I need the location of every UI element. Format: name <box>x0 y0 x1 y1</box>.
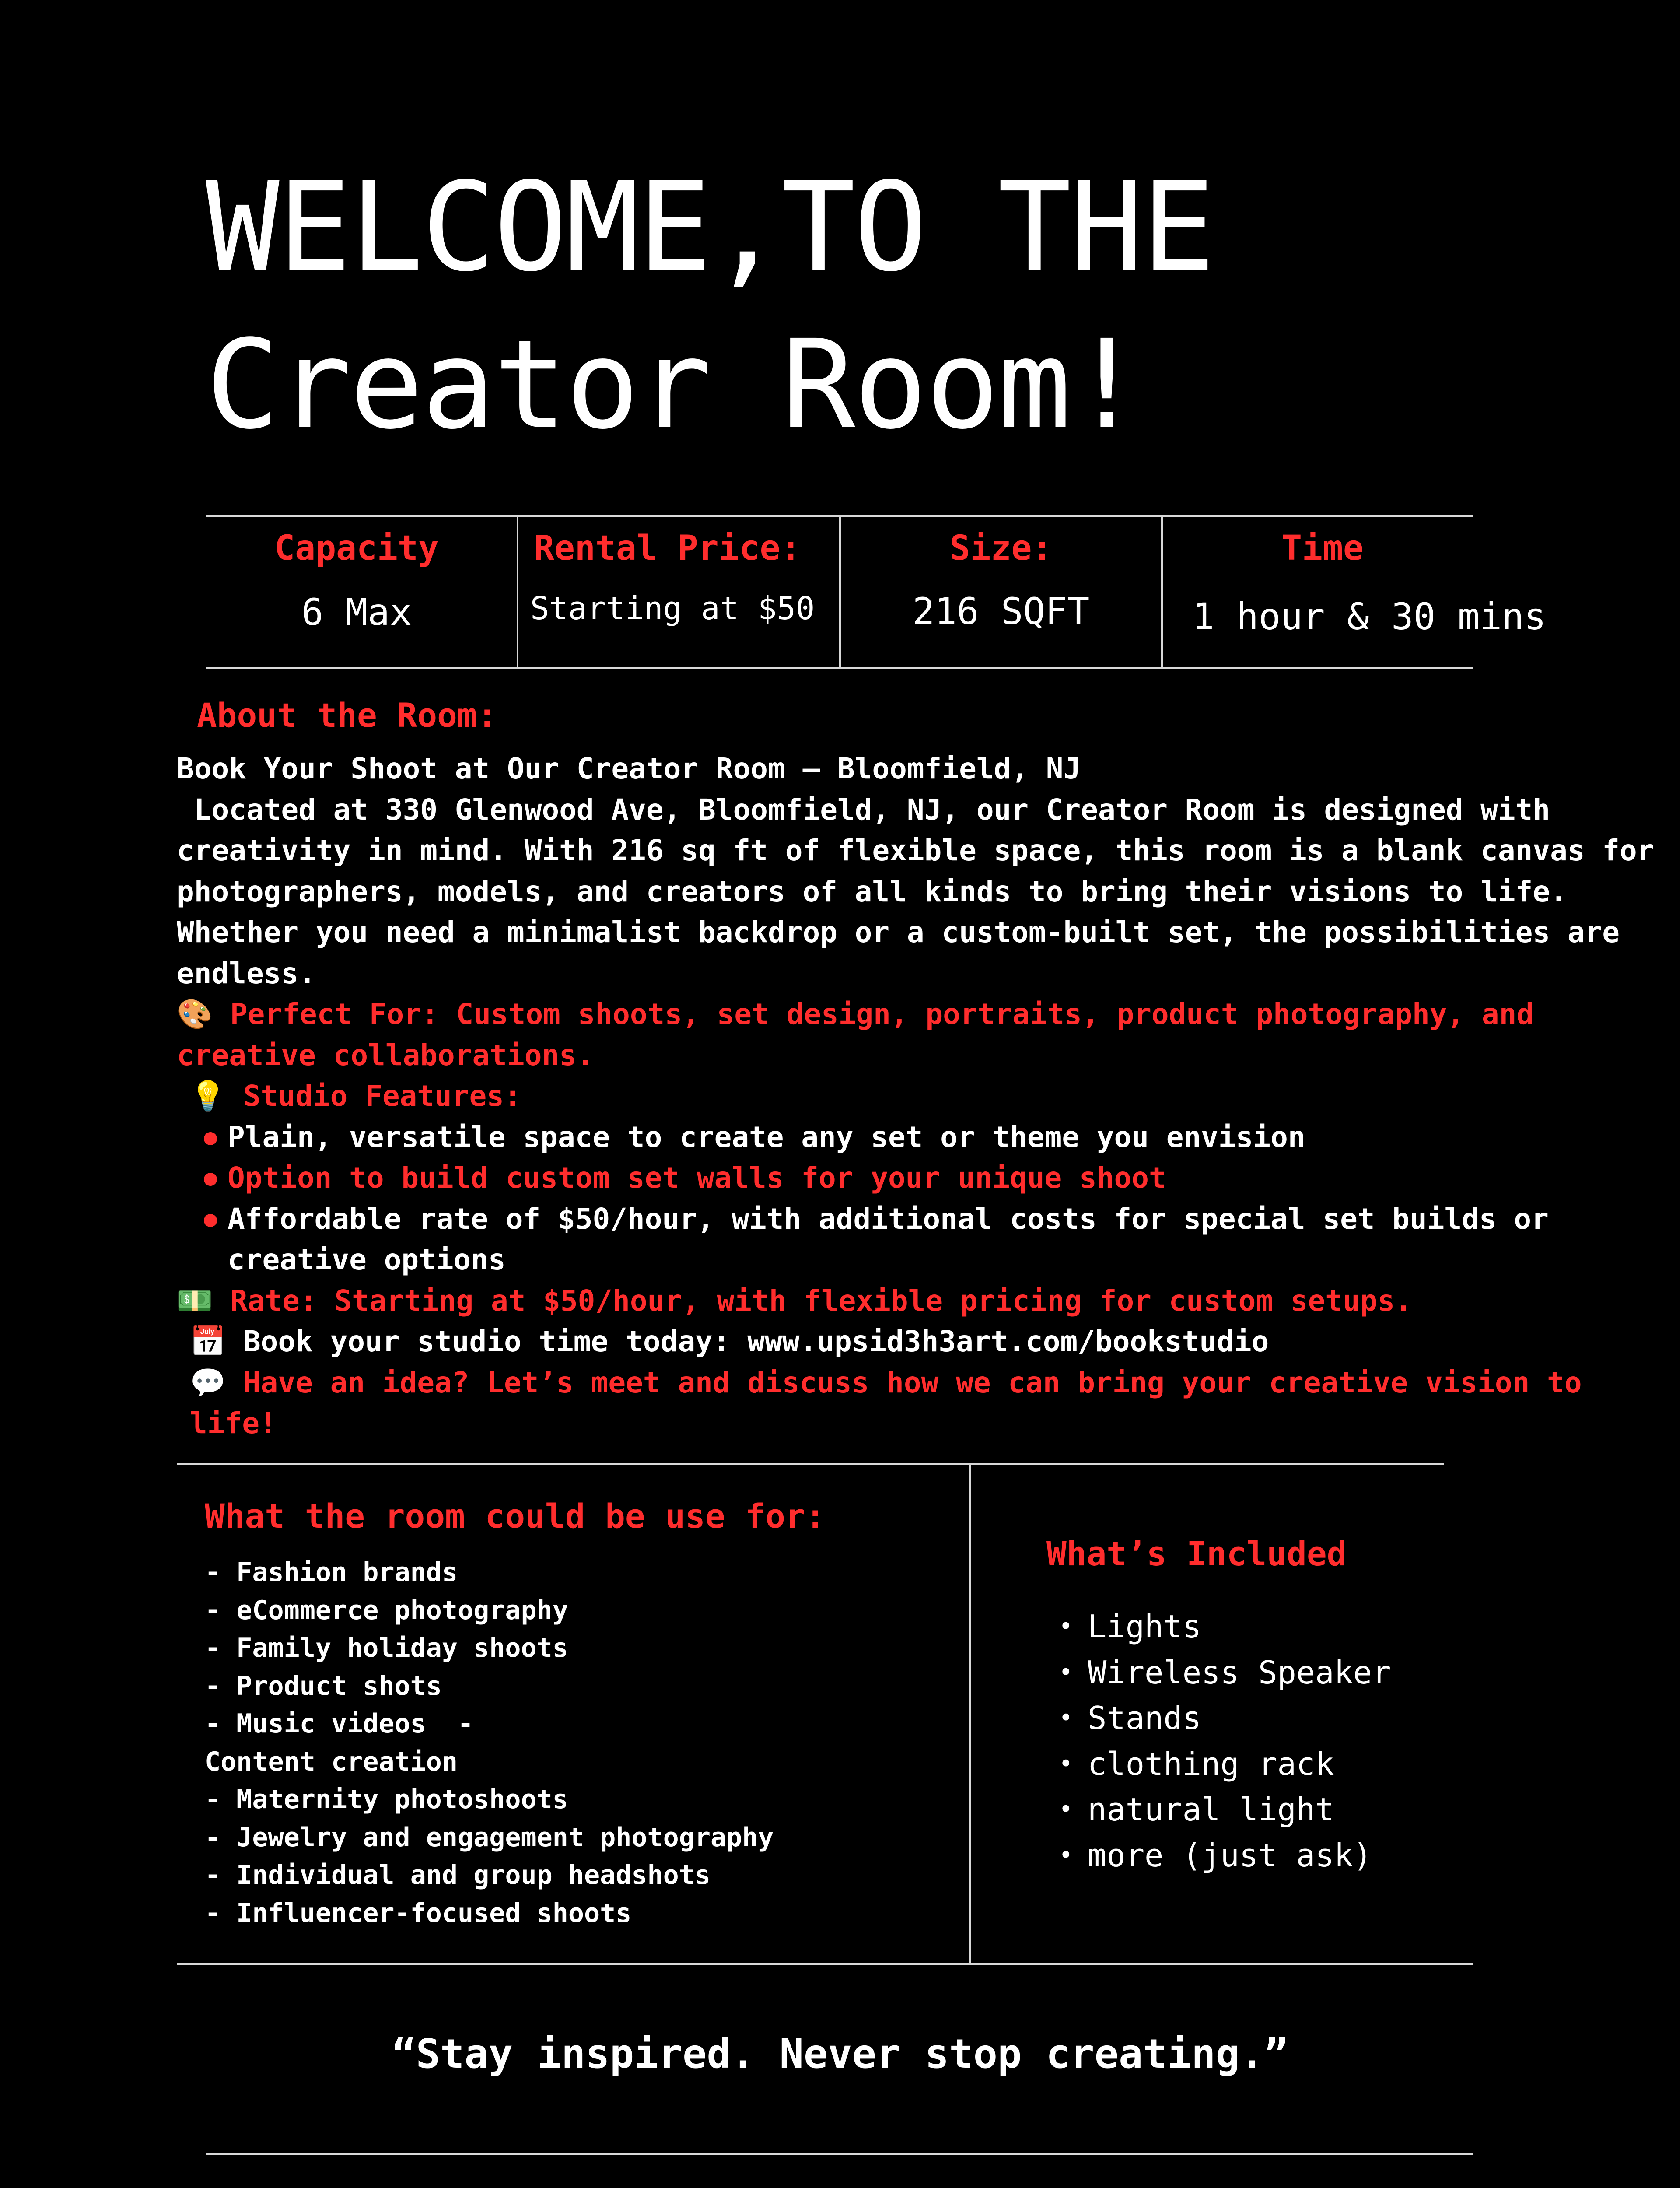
list-item: ● Plain, versatile space to create any set or theme you envision <box>177 1117 1656 1158</box>
about-subtitle: Book Your Shoot at Our Creator Room – Bloomfield, NJ <box>177 752 1081 785</box>
size-label: Size: <box>949 529 1053 568</box>
uses-list <box>205 1553 948 1932</box>
palette-icon: 🎨 <box>177 997 213 1031</box>
included-list <box>1059 1604 1391 1878</box>
features-list <box>177 1117 1656 1280</box>
page-title-line-1: WELCOME,TO THE <box>206 156 1214 299</box>
info-table-divider-1 <box>517 516 518 668</box>
time-label: Time <box>1281 529 1364 568</box>
list-item: • clothing rack <box>1059 1741 1391 1787</box>
perfect-for-line <box>177 994 1656 1076</box>
about-heading: About the Room: <box>197 696 497 735</box>
about-body <box>177 748 1672 1444</box>
rate-text: Rate: Starting at $50/hour, with flexible pricing for custom setups. <box>230 1283 1412 1318</box>
perfect-for-text: Perfect For: Custom shoots, set design, portraits, product photography, and creative collaborations. <box>177 997 1534 1072</box>
list-item: - Music videos - <box>205 1708 474 1739</box>
money-icon: 💵 <box>177 1283 213 1318</box>
bullet-icon: ● <box>204 1124 217 1150</box>
capacity-label: Capacity <box>274 529 439 568</box>
bullet-icon: • <box>1059 1750 1073 1778</box>
bullet-icon: • <box>1059 1795 1073 1823</box>
list-item: - eCommerce photography <box>205 1595 568 1626</box>
list-item: • Lights <box>1059 1604 1391 1650</box>
list-item: • Stands <box>1059 1695 1391 1741</box>
book-text: Book your studio time today: www.upsid3h3art.com/bookstudio <box>243 1325 1269 1358</box>
list-item: - Product shots <box>205 1670 442 1701</box>
bullet-icon: ● <box>204 1165 217 1190</box>
bullet-icon: ● <box>204 1206 217 1231</box>
list-item: ● Option to build custom set walls for your unique shoot <box>177 1157 1656 1199</box>
included-heading: What’s Included <box>1046 1534 1347 1573</box>
calendar-icon: 📅 <box>190 1325 226 1358</box>
list-item: • natural light <box>1059 1787 1391 1833</box>
rate-line <box>177 1280 1656 1322</box>
uses-heading: What the room could be use for: <box>205 1497 826 1536</box>
bullet-icon: • <box>1059 1658 1073 1686</box>
about-description: Located at 330 Glenwood Ave, Bloomfield, NJ, our Creator Room is designed with creativity in mind. With 216 sq ft of flexible space, this room is a blank canvas for photographers, models, and creators of all kinds to bring their visions to life. Whether you need a minimalist backdrop or a custom-built set, the possibilities are endless. <box>177 792 1672 990</box>
speech-bubble-icon: 💬 <box>190 1365 226 1399</box>
columns-bottom-rule <box>177 1963 1473 1965</box>
closing-quote: “Stay inspired. Never stop creating.” <box>392 2030 1288 2077</box>
features-heading-line <box>177 1076 1656 1117</box>
bullet-icon: • <box>1059 1704 1073 1732</box>
list-item: - Jewelry and engagement photography <box>205 1822 774 1853</box>
list-item: - Influencer-focused shoots <box>205 1897 632 1929</box>
rental-price-label: Rental Price: <box>534 529 801 568</box>
page-title-line-2: Creator Room! <box>206 314 1142 456</box>
time-value: 1 hour & 30 mins <box>1192 595 1547 638</box>
footer-rule <box>206 2153 1473 2155</box>
list-item: - Maternity photoshoots <box>205 1784 568 1815</box>
list-item: • Wireless Speaker <box>1059 1650 1391 1696</box>
capacity-value: 6 Max <box>301 591 412 634</box>
book-line <box>177 1321 1656 1362</box>
columns-top-rule <box>177 1463 1444 1465</box>
list-item: - Individual and group headshots <box>205 1860 710 1890</box>
list-item: • more (just ask) <box>1059 1833 1391 1879</box>
features-heading: Studio Features: <box>243 1079 522 1113</box>
rental-price-value: Starting at $50 <box>530 590 815 627</box>
idea-line <box>177 1362 1656 1444</box>
list-item: - Fashion brands <box>205 1557 458 1588</box>
columns-divider <box>969 1464 971 1963</box>
bullet-icon: • <box>1059 1841 1073 1869</box>
list-item: ● Affordable rate of $50/hour, with additional costs for special set builds or creative options <box>177 1199 1656 1280</box>
lightbulb-icon: 💡 <box>190 1079 226 1113</box>
list-item: - Family holiday shoots <box>205 1633 568 1663</box>
size-value: 216 SQFT <box>912 590 1090 633</box>
list-item: Content creation <box>205 1746 458 1777</box>
idea-text: Have an idea? Let’s meet and discuss how we can bring your creative vision to life! <box>190 1365 1582 1440</box>
bullet-icon: • <box>1059 1613 1073 1640</box>
